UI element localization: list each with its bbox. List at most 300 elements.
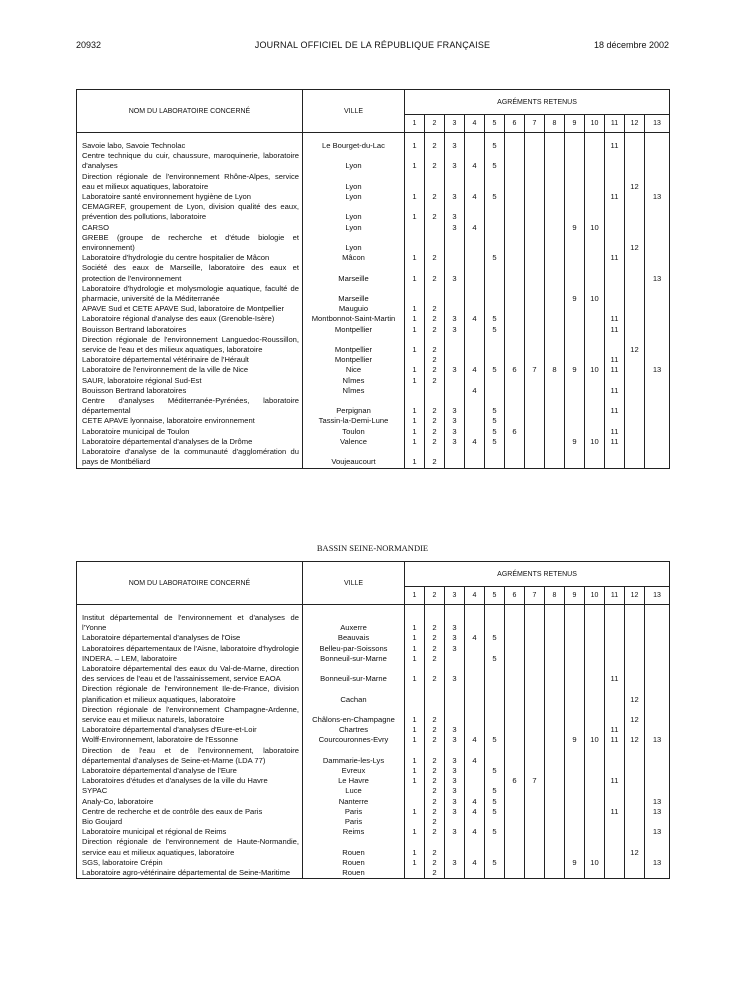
- lab-name: Laboratoire d'hydrologie du centre hospitalier de Mâcon: [77, 253, 303, 263]
- agrement-12: [625, 644, 645, 654]
- table-row: [77, 837, 670, 857]
- agrement-6: [505, 233, 525, 253]
- agrement-2: 2: [425, 664, 445, 684]
- agrement-11: [605, 817, 625, 827]
- agrement-1: 1: [405, 151, 425, 171]
- agrement-5: 5: [485, 192, 505, 202]
- agrement-5: 5: [485, 735, 505, 745]
- col-header-agrement-7: 7: [525, 115, 545, 133]
- lab-name: Laboratoire départemental des eaux du Val-de-Marne, direction des services de l'eau et de l'assainissement, service EAOA: [77, 664, 303, 684]
- agrement-2: [425, 172, 445, 192]
- col-header-agrement-10: 10: [585, 115, 605, 133]
- agrement-4: [465, 376, 485, 386]
- city: Châlons-en-Champagne: [303, 705, 405, 725]
- agrement-6: [505, 151, 525, 171]
- agrement-3: 3: [445, 396, 465, 416]
- table-row: [77, 396, 670, 416]
- agrement-4: 4: [465, 807, 485, 817]
- table-row: [77, 233, 670, 253]
- city: Dammarie-les-Lys: [303, 746, 405, 766]
- agrement-6: [505, 827, 525, 837]
- agrement-3: 3: [445, 827, 465, 837]
- agrement-12: [625, 797, 645, 807]
- agrement-9: [565, 447, 585, 468]
- agrement-4: [465, 766, 485, 776]
- agrement-5: [485, 868, 505, 879]
- agrement-7: [525, 141, 545, 151]
- city: Lyon: [303, 223, 405, 233]
- agrement-12: [625, 416, 645, 426]
- agrement-6: [505, 223, 525, 233]
- agrement-6: [505, 335, 525, 355]
- agrement-4: 4: [465, 858, 485, 868]
- agrement-9: [565, 325, 585, 335]
- agrement-12: [625, 365, 645, 375]
- agrement-7: [525, 858, 545, 868]
- agrement-12: [625, 314, 645, 324]
- table-row: [77, 314, 670, 324]
- agrement-3: 3: [445, 633, 465, 643]
- agrement-5: [485, 335, 505, 355]
- agrement-12: 12: [625, 705, 645, 725]
- agrement-7: [525, 427, 545, 437]
- table-row: [77, 284, 670, 304]
- agrement-3: [445, 376, 465, 386]
- issue-date: 18 décembre 2002: [593, 40, 669, 50]
- agrement-12: [625, 776, 645, 786]
- agrement-2: 2: [425, 427, 445, 437]
- agrement-7: [525, 396, 545, 416]
- col-header-agrement-5: 5: [485, 115, 505, 133]
- city: Belleu-par-Soissons: [303, 644, 405, 654]
- agrement-10: [585, 654, 605, 664]
- agrement-13: [645, 416, 670, 426]
- city: Paris: [303, 817, 405, 827]
- agrement-7: [525, 447, 545, 468]
- city: Lyon: [303, 192, 405, 202]
- agrement-10: [585, 807, 605, 817]
- agrement-8: [545, 684, 565, 704]
- agrement-11: [605, 644, 625, 654]
- lab-name: Wolff-Environnement, laboratoire de l'Essonne: [77, 735, 303, 745]
- agrement-6: [505, 447, 525, 468]
- section-title: BASSIN SEINE-NORMANDIE: [316, 543, 429, 553]
- agrement-8: [545, 304, 565, 314]
- city: Marseille: [303, 284, 405, 304]
- agrement-6: [505, 786, 525, 796]
- city: Nîmes: [303, 376, 405, 386]
- agrement-3: 3: [445, 416, 465, 426]
- agrement-9: [565, 192, 585, 202]
- agrement-8: [545, 314, 565, 324]
- agrement-1: 1: [405, 776, 425, 786]
- agrement-6: [505, 253, 525, 263]
- agrement-9: [565, 705, 585, 725]
- agrement-10: 10: [585, 437, 605, 447]
- agrement-10: [585, 664, 605, 684]
- agrement-9: [565, 355, 585, 365]
- agrement-4: 4: [465, 827, 485, 837]
- agrement-7: [525, 786, 545, 796]
- agrement-11: [605, 827, 625, 837]
- agrement-5: 5: [485, 437, 505, 447]
- agrement-10: [585, 746, 605, 766]
- agrement-8: [545, 416, 565, 426]
- agrement-1: 1: [405, 725, 425, 735]
- agrement-3: 3: [445, 797, 465, 807]
- table-row: [77, 705, 670, 725]
- agrement-4: [465, 786, 485, 796]
- agrement-2: 2: [425, 437, 445, 447]
- lab-name: Laboratoire d'hydrologie et molysmologie aquatique, faculté de pharmacie, université de la Méditerranée: [77, 284, 303, 304]
- agrement-3: 3: [445, 427, 465, 437]
- agrement-2: 2: [425, 807, 445, 817]
- agrement-6: [505, 416, 525, 426]
- agrement-9: [565, 314, 585, 324]
- city: Lyon: [303, 151, 405, 171]
- city: Lyon: [303, 233, 405, 253]
- agrement-12: [625, 427, 645, 437]
- agrement-13: [645, 437, 670, 447]
- city: Beauvais: [303, 633, 405, 643]
- agrement-5: 5: [485, 365, 505, 375]
- agrement-5: 5: [485, 797, 505, 807]
- agrement-13: 13: [645, 735, 670, 745]
- agrement-2: 2: [425, 766, 445, 776]
- agrement-4: [465, 427, 485, 437]
- agrement-12: [625, 304, 645, 314]
- agrement-13: 13: [645, 365, 670, 375]
- agrement-5: [485, 172, 505, 192]
- col-header-agrement-6: 6: [505, 587, 525, 605]
- agrement-13: [645, 644, 670, 654]
- agrement-7: [525, 355, 545, 365]
- agrement-4: 4: [465, 735, 485, 745]
- agrement-3: 3: [445, 746, 465, 766]
- agrement-6: [505, 314, 525, 324]
- agrement-10: [585, 837, 605, 857]
- agrement-9: [565, 807, 585, 817]
- agrement-3: 3: [445, 644, 465, 654]
- agrement-5: [485, 202, 505, 222]
- lab-name: Bio Goujard: [77, 817, 303, 827]
- agrement-1: [405, 684, 425, 704]
- agrement-3: [445, 868, 465, 879]
- agrement-5: [485, 817, 505, 827]
- city: Voujeaucourt: [303, 447, 405, 468]
- col-header-agrement-12: 12: [625, 587, 645, 605]
- lab-name: Société des eaux de Marseille, laboratoire des eaux et protection de l'environnement: [77, 263, 303, 283]
- city: Valence: [303, 437, 405, 447]
- agrement-2: 2: [425, 253, 445, 263]
- agrement-8: [545, 202, 565, 222]
- lab-name: Bouisson Bertrand laboratoires: [77, 386, 303, 396]
- agrement-5: 5: [485, 314, 505, 324]
- agrement-1: 1: [405, 396, 425, 416]
- agrement-3: 3: [445, 365, 465, 375]
- agrement-12: [625, 192, 645, 202]
- agrement-13: [645, 202, 670, 222]
- agrement-7: [525, 386, 545, 396]
- agrement-6: [505, 613, 525, 633]
- agrement-5: [485, 705, 505, 725]
- agrement-10: [585, 776, 605, 786]
- agrement-6: [505, 664, 525, 684]
- agrement-9: [565, 386, 585, 396]
- agrement-6: 6: [505, 776, 525, 786]
- lab-name: Laboratoire municipal et régional de Reims: [77, 827, 303, 837]
- table-row: [77, 192, 670, 202]
- agrement-9: [565, 817, 585, 827]
- agrement-11: [605, 613, 625, 633]
- agrement-12: [625, 827, 645, 837]
- lab-name: CETE APAVE lyonnaise, laboratoire environnement: [77, 416, 303, 426]
- agrement-12: [625, 613, 645, 633]
- agrement-13: [645, 447, 670, 468]
- agrement-7: [525, 284, 545, 304]
- agrement-11: [605, 705, 625, 725]
- agrement-3: [445, 253, 465, 263]
- agrement-1: [405, 797, 425, 807]
- agrement-7: [525, 735, 545, 745]
- col-header-agrement-11: 11: [605, 115, 625, 133]
- agrement-12: [625, 807, 645, 817]
- table-row: [77, 858, 670, 868]
- agrement-9: 9: [565, 284, 585, 304]
- lab-name: Laboratoire départemental d'analyses d'Eure-et-Loir: [77, 725, 303, 735]
- agrement-13: 13: [645, 263, 670, 283]
- agrement-1: 1: [405, 437, 425, 447]
- agrement-1: 1: [405, 735, 425, 745]
- agrement-11: [605, 447, 625, 468]
- agrement-8: [545, 376, 565, 386]
- agrement-8: [545, 858, 565, 868]
- agrement-3: [445, 837, 465, 857]
- agrement-11: [605, 868, 625, 879]
- agrement-12: 12: [625, 335, 645, 355]
- agrement-8: [545, 654, 565, 664]
- agrement-13: [645, 613, 670, 633]
- agrement-1: 1: [405, 807, 425, 817]
- table-row: [77, 325, 670, 335]
- lab-name: CARSO: [77, 223, 303, 233]
- agrement-1: [405, 284, 425, 304]
- agrement-5: [485, 304, 505, 314]
- agrement-2: 2: [425, 141, 445, 151]
- agrement-11: [605, 746, 625, 766]
- col-header-city: VILLE: [303, 562, 405, 605]
- col-header-agrement-5: 5: [485, 587, 505, 605]
- agrement-4: 4: [465, 797, 485, 807]
- agrement-2: 2: [425, 725, 445, 735]
- agrement-10: [585, 202, 605, 222]
- agrement-2: 2: [425, 837, 445, 857]
- agrement-8: [545, 797, 565, 807]
- agrement-8: [545, 735, 565, 745]
- agrement-9: [565, 664, 585, 684]
- agrement-1: [405, 868, 425, 879]
- lab-name: Laboratoire santé environnement hygiène de Lyon: [77, 192, 303, 202]
- agrement-11: 11: [605, 427, 625, 437]
- lab-name: Laboratoire départemental d'analyses de l'Oise: [77, 633, 303, 643]
- agrement-13: 13: [645, 797, 670, 807]
- agrement-13: 13: [645, 807, 670, 817]
- table-row: [77, 223, 670, 233]
- agrement-8: [545, 786, 565, 796]
- table-row: [77, 725, 670, 735]
- agrement-4: [465, 284, 485, 304]
- agrement-10: [585, 151, 605, 171]
- table-row: [77, 613, 670, 633]
- agrement-6: [505, 437, 525, 447]
- agrement-7: [525, 797, 545, 807]
- agrement-5: [485, 355, 505, 365]
- agrement-8: [545, 664, 565, 684]
- agrement-3: 3: [445, 223, 465, 233]
- city: Evreux: [303, 766, 405, 776]
- agrement-2: 2: [425, 827, 445, 837]
- agrement-4: [465, 705, 485, 725]
- agrement-1: 1: [405, 633, 425, 643]
- agrement-2: 2: [425, 314, 445, 324]
- agrement-9: [565, 868, 585, 879]
- agrement-4: [465, 335, 485, 355]
- table-row: [77, 868, 670, 879]
- lab-name: Savoie labo, Savoie Technolac: [77, 141, 303, 151]
- agrement-11: 11: [605, 325, 625, 335]
- agrement-10: [585, 827, 605, 837]
- agrement-2: 2: [425, 644, 445, 654]
- agrement-12: 12: [625, 837, 645, 857]
- agrement-5: [485, 263, 505, 283]
- agrement-10: [585, 192, 605, 202]
- agrement-2: 2: [425, 858, 445, 868]
- agrement-9: [565, 172, 585, 192]
- lab-name: INDERA. – LEM, laboratoire: [77, 654, 303, 664]
- agrement-7: [525, 223, 545, 233]
- agrement-11: [605, 786, 625, 796]
- agrement-12: [625, 437, 645, 447]
- agrement-10: 10: [585, 735, 605, 745]
- agrement-3: 3: [445, 858, 465, 868]
- agrement-4: [465, 233, 485, 253]
- agrement-9: [565, 416, 585, 426]
- agrement-6: [505, 837, 525, 857]
- col-header-agrement-12: 12: [625, 115, 645, 133]
- col-header-agrements: AGRÉMENTS RETENUS: [405, 90, 670, 115]
- agrement-5: [485, 447, 505, 468]
- agrement-4: [465, 654, 485, 664]
- agrement-11: 11: [605, 141, 625, 151]
- agrement-13: [645, 427, 670, 437]
- agrement-1: 1: [405, 365, 425, 375]
- lab-name: SGS, laboratoire Crépin: [77, 858, 303, 868]
- col-header-agrement-2: 2: [425, 587, 445, 605]
- agrement-12: [625, 868, 645, 879]
- agrement-12: [625, 386, 645, 396]
- agrement-10: [585, 263, 605, 283]
- agrement-2: 2: [425, 705, 445, 725]
- agrement-3: [445, 817, 465, 827]
- agrement-11: [605, 335, 625, 355]
- agrement-9: [565, 253, 585, 263]
- agrement-10: [585, 613, 605, 633]
- agrement-13: [645, 141, 670, 151]
- agrement-5: [485, 233, 505, 253]
- agrement-3: [445, 172, 465, 192]
- agrement-12: [625, 141, 645, 151]
- agrement-9: [565, 766, 585, 776]
- lab-name: Laboratoire départemental d'analyse de l'Eure: [77, 766, 303, 776]
- agrement-2: 2: [425, 868, 445, 879]
- agrement-2: 2: [425, 304, 445, 314]
- agrement-1: 1: [405, 654, 425, 664]
- lab-name: Laboratoire départemental d'analyses de la Drôme: [77, 437, 303, 447]
- city: Rouen: [303, 868, 405, 879]
- agrement-8: [545, 868, 565, 879]
- agrement-7: [525, 766, 545, 776]
- agrement-12: [625, 355, 645, 365]
- agrement-10: [585, 335, 605, 355]
- city: Montbonnot-Saint-Martin: [303, 314, 405, 324]
- agrement-2: 2: [425, 786, 445, 796]
- agrement-9: [565, 335, 585, 355]
- agrement-1: [405, 172, 425, 192]
- agrement-5: 5: [485, 396, 505, 416]
- agrement-1: 1: [405, 705, 425, 725]
- agrement-3: [445, 447, 465, 468]
- table-row: [77, 797, 670, 807]
- agrement-11: [605, 151, 625, 171]
- agrement-4: [465, 817, 485, 827]
- agrement-9: [565, 202, 585, 222]
- city: Bonneuil-sur-Marne: [303, 664, 405, 684]
- city: Lyon: [303, 172, 405, 192]
- city: Rouen: [303, 858, 405, 868]
- agrement-5: 5: [485, 766, 505, 776]
- agrement-1: [405, 817, 425, 827]
- agrement-1: 1: [405, 202, 425, 222]
- table-row: [77, 365, 670, 375]
- agrement-9: [565, 613, 585, 633]
- col-header-agrement-10: 10: [585, 587, 605, 605]
- lab-name: SAUR, laboratoire régional Sud-Est: [77, 376, 303, 386]
- agrement-11: [605, 416, 625, 426]
- agrement-2: [425, 684, 445, 704]
- agrement-5: [485, 746, 505, 766]
- lab-name: Direction de l'eau et de l'environnement, laboratoire départemental d'analyses de Seine-et-Marne (LDA 77): [77, 746, 303, 766]
- table-row: [77, 355, 670, 365]
- agrement-4: 4: [465, 437, 485, 447]
- agrement-11: [605, 858, 625, 868]
- agrement-2: 2: [425, 396, 445, 416]
- agrement-3: 3: [445, 202, 465, 222]
- table-row: [77, 202, 670, 222]
- agrement-4: [465, 172, 485, 192]
- agrement-1: 1: [405, 141, 425, 151]
- agrement-12: [625, 664, 645, 684]
- city: Mauguio: [303, 304, 405, 314]
- agrement-7: [525, 172, 545, 192]
- city: Perpignan: [303, 396, 405, 416]
- agrement-5: [485, 684, 505, 704]
- agrement-13: [645, 376, 670, 386]
- agrement-12: [625, 447, 645, 468]
- col-header-agrement-7: 7: [525, 587, 545, 605]
- agrement-11: [605, 766, 625, 776]
- agrement-10: [585, 396, 605, 416]
- agrement-1: 1: [405, 416, 425, 426]
